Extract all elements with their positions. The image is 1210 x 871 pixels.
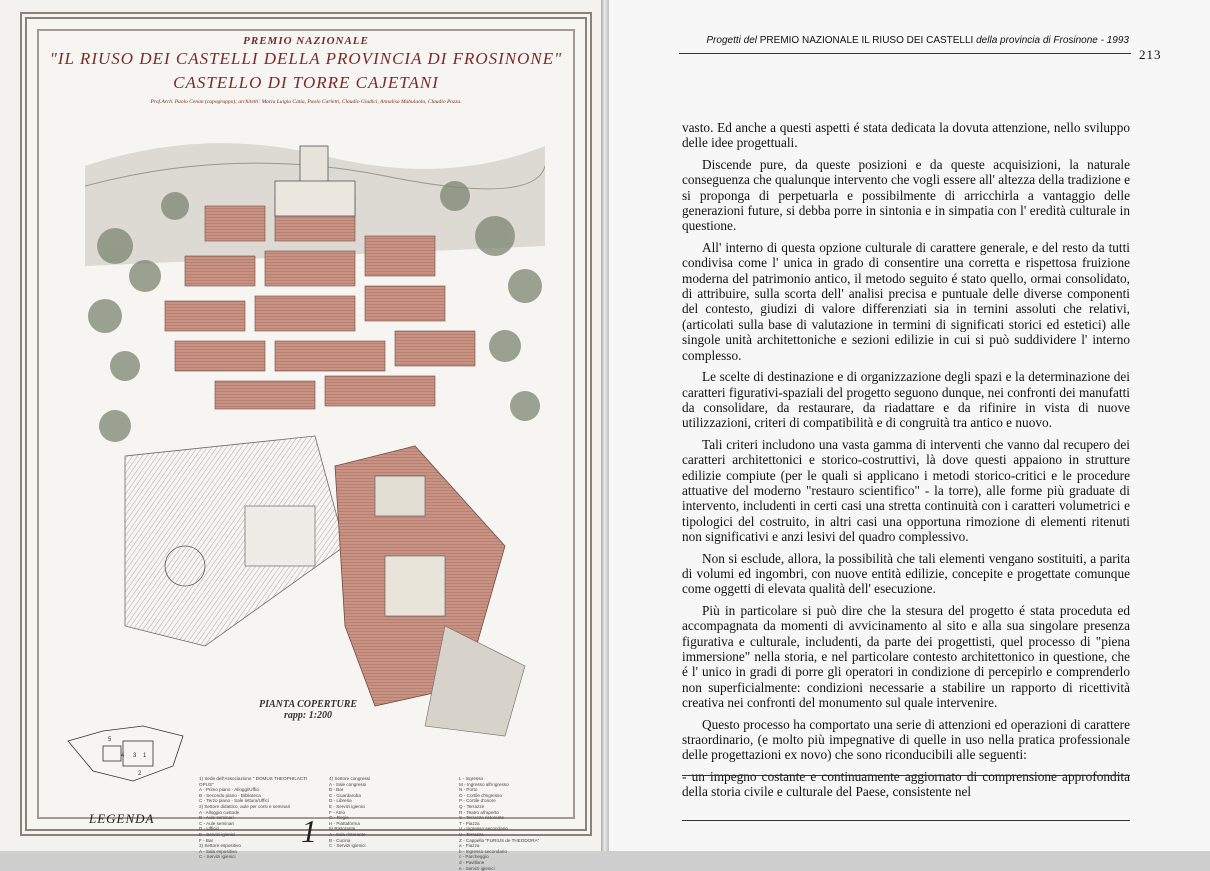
page-number: 213	[1139, 47, 1162, 63]
key-plan-label: 3	[133, 753, 137, 759]
body-text	[682, 120, 1130, 806]
castle-aerial-drawing	[85, 126, 545, 746]
plate-title-line-2: CASTELLO DI TORRE CAJETANI	[39, 73, 573, 93]
legend-entry: Q - Terrazze	[459, 804, 574, 810]
legend-entry: B - Cucina	[329, 838, 444, 844]
footer-rule-top	[682, 775, 1130, 776]
legend-entry: A - Sale congressi	[329, 782, 444, 788]
running-head	[679, 35, 1129, 46]
legend-entry: P - Cortile d'onore	[459, 798, 574, 804]
legend-entry: D - Ufficio	[199, 826, 314, 832]
legend-entry: A - Primo piano - Alloggi/Uffici	[199, 787, 314, 793]
legend-entry: S - Terrazze ristorante	[459, 815, 574, 821]
legend-entry: U - Ingresso secondario	[459, 826, 574, 832]
header-rule	[679, 53, 1131, 54]
legend-entry: R - Teatro all'aperto	[459, 810, 574, 816]
drawing-scale: rapp: 1:200	[259, 710, 357, 721]
legend-entry: T - Piazza	[459, 821, 574, 827]
key-plan-label: 4	[121, 753, 125, 759]
key-plan-label: 5	[108, 737, 112, 743]
legend-entry: V - Terrazza	[459, 832, 574, 838]
legend-entry: d - Pavillone	[459, 860, 574, 866]
plate-frame	[20, 12, 592, 836]
legend-entry: e - Servizi igienici	[459, 866, 574, 871]
legend-entry: O - Cortile d'ingresso	[459, 793, 574, 799]
plate-heading: PREMIO NAZIONALE	[39, 35, 573, 47]
paragraph: vasto. Ed anche a questi aspetti é stata dedicata la dovuta attenzione, nello sviluppo delle idee progettuali.	[682, 120, 1130, 151]
legend-entry: C - Servizi igienici	[329, 843, 444, 849]
legend-entry: 1) Sede dell'Associazione " DOMUS THEOPHILACTI OPUS"	[199, 776, 314, 787]
key-plan-diagram	[63, 711, 203, 791]
legend-entry: B - Aule seminari	[199, 815, 314, 821]
legend-entry: A - Sala ristorante	[329, 832, 444, 838]
legend-entry: L - Ingresso	[459, 776, 574, 782]
legend-entry: 2) Settore didattico, aule per corsi e seminari	[199, 804, 314, 810]
legend-column-3	[459, 776, 574, 871]
legend-entry: c - Parcheggio	[459, 854, 574, 860]
plate-title-line-1: "IL RIUSO DEI CASTELLI DELLA PROVINCIA DI FROSINONE"	[39, 49, 573, 69]
legend-entry: 5) Ristorante	[329, 826, 444, 832]
book-gutter	[601, 0, 609, 851]
legend-entry: N - Porto	[459, 787, 574, 793]
legend-entry: a - Piazza	[459, 843, 574, 849]
legend-entry: A - Sala espositiva	[199, 849, 314, 855]
paragraph: All' interno di questa opzione culturale di carattere generale, e del resto da tutti condivisa come l' unica in grado di consentire una corretta e rispettosa fruizione moderna del patrimonio antico, il metodo seguito é stato quello, ormai consolidato, di attribuire, sulla scorta dell' analisi precisa e puntuale delle diverse componenti del contesto, giudizi di valore differenziati sia in ternini assoluti che relativi, (articolati sulla base di valutazione in termini di significati storici ed estetici) alle singole unità architettoniche e sezioni edilizie in cui si può suddividere l' interno complesso.	[682, 240, 1130, 363]
legend-entry: M - Ingresso all'ingresso	[459, 782, 574, 788]
right-page	[609, 0, 1210, 851]
paragraph: Le scelte di destinazione e di organizzazione degli spazi e la determinazione dei caratteri figurativi-spaziali del progetto seguono dunque, nei confronti dei manufatti da consolidare, da restaurare, da riadattare e da rifinire in vista di nuove utilizzazioni, criteri di compatibilità e di congruità tra antico e nuovo.	[682, 369, 1130, 431]
legend-entry: C - Servizi igienici	[199, 854, 314, 860]
legend-entry: Z - Cappella "FURIUS de THEODORA"	[459, 838, 574, 844]
legend-entry: H - Piattaforma	[329, 821, 444, 827]
legend-columns	[199, 776, 579, 836]
legend-entry: B - Bar	[329, 787, 444, 793]
legend-entry: D - Libreria	[329, 798, 444, 804]
legend-entry: F - Bar	[199, 838, 314, 844]
plate-credits: Prof.Arch. Paolo Cenan (capogruppo); architetti: Maria Luigia Catia, Paolo Carletti, Claudio Giudici, Annalisa Mabulaola, Claudio Pozza.	[39, 99, 573, 105]
legend-column-2	[329, 776, 444, 849]
legend-entry: C - Guardaroba	[329, 793, 444, 799]
legend-title: LEGENDA	[89, 811, 155, 827]
paragraph: Non si esclude, allora, la possibilità che tali elementi vengano sostituiti, a parita di volumi ed ingombri, con nuove entità edilizie, concepite e progettate comunque come oggetti di elevata qualità dell' esecuzione.	[682, 551, 1130, 597]
paragraph: - un impegno costante e continuamente aggiornato di comprensione approfondita della storia civile e culturale del Paese, consistente nel	[682, 769, 1130, 800]
legend-entry: B - Secondo piano - Biblioteca	[199, 793, 314, 799]
key-plan-label: 1	[143, 753, 147, 759]
legend-entry: E - Servizi igienici	[329, 804, 444, 810]
paragraph: Questo processo ha comportato una serie di attenzioni ed operazioni di carattere straordinario, (e molto più impegnative di quelle in uso nella pratica professionale delle progettazioni ex novo) che sono riconducibili alle seguenti:	[682, 717, 1130, 763]
plate-number: 1	[301, 813, 317, 850]
plate-inner-border	[37, 29, 575, 819]
paragraph: Più in particolare si può dire che la stesura del progetto é stata proceduta ed accompagnata da momenti di avvicinamento al sito e alla sua singolare presenza figurativa e culturale, includenti, da parte dei progettisti, quel processo di "piena immersione" nella storia, e nel particolare contesto architettonico in questione, che é l' unico in gradi di porre gli operatori in condizione di percepirlo e comprenderlo non superficialmente: condizioni necessarie a stabilire un rapporto di ricettività creativa nei confronti del monumento sul quale intervenire.	[682, 603, 1130, 711]
drawing-caption	[259, 699, 357, 721]
paragraph: Tali criteri includono una vasta gamma di interventi che vanno dal recupero dei caratteri architettonici e storico-costruttivi, là dove questi appaiono in strutture edilizie compiute (per le quali si applicano i metodi storico-critici e le procedure attuative del moderno "restauro scientifico" - la torre), alle forme più graduate di intervento, includenti in certi casi una stretta continuità con i caratteri volumetrici e tipologici del costruito, in altri casi una opportuna rimozione di elementi ritenuti non significativi e anzi lesivi del quadro complessivo.	[682, 437, 1130, 545]
legend-entry: F - Atrio	[329, 810, 444, 816]
paragraph: Discende pure, da queste posizioni e da queste acquisizioni, la naturale conseguenza che qualunque intervento che vogli essere all' altezza della tradizione e si proponga di perpetuarla e possibilmente di arricchirla a vantaggio delle generazioni future, si debba porre in sintonia e in simpatia con l' eredità culturale in questione.	[682, 157, 1130, 234]
legend-column-1	[199, 776, 314, 860]
left-page	[0, 0, 603, 851]
footer-rule-bottom	[682, 820, 1130, 821]
legend-entry: E - Servizi igienici	[199, 832, 314, 838]
legend-entry: 4) Settore congressi	[329, 776, 444, 782]
running-head-caps: PREMIO NAZIONALE IL RIUSO DEI CASTELLI	[760, 35, 974, 46]
legend-entry: A - Alloggio custode	[199, 810, 314, 816]
running-head-suffix: della provincia di Frosinone - 1993	[973, 35, 1129, 46]
key-plan-label: 2	[138, 771, 142, 777]
legend-entry: G - Regia	[329, 815, 444, 821]
running-head-prefix: Progetti del	[706, 35, 759, 46]
legend-entry: 3) Settore espositivo	[199, 843, 314, 849]
legend-entry: b - Ingresso secondario	[459, 849, 574, 855]
legend-entry: C - Terzo piano - Sale lettura/Uffici	[199, 798, 314, 804]
legend-entry: C - Aule seminari	[199, 821, 314, 827]
drawing-caption-title: PIANTA COPERTURE	[259, 699, 357, 710]
